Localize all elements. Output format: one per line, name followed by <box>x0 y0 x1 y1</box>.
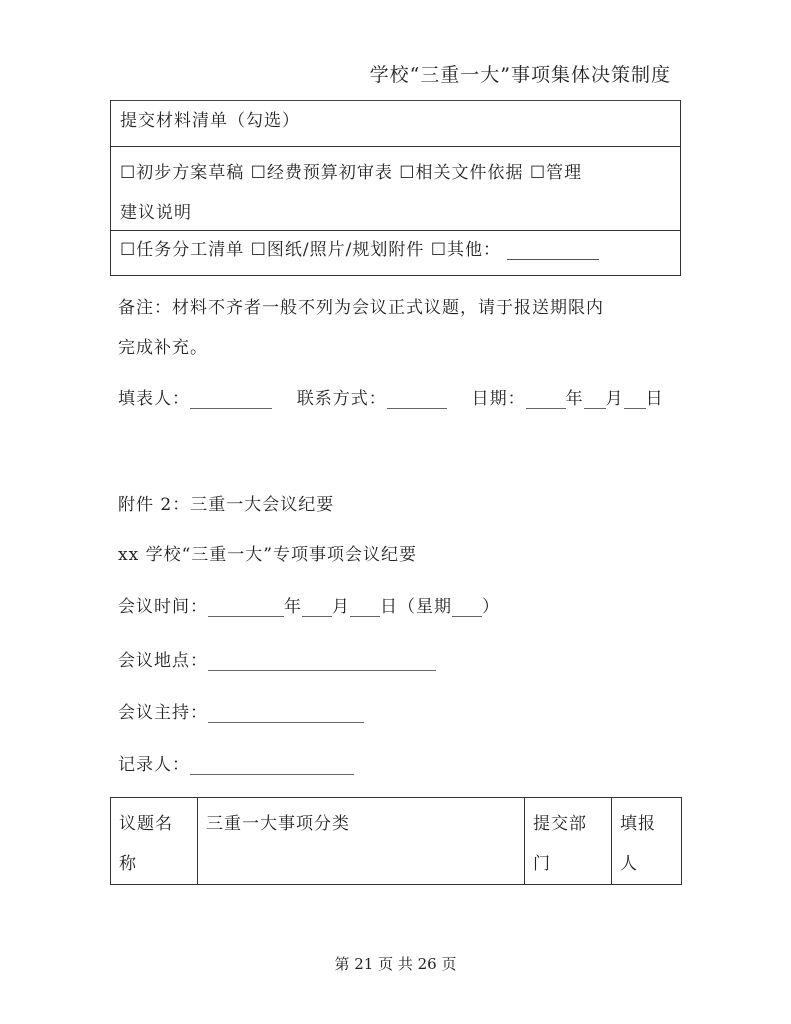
meeting-weekday-blank[interactable] <box>452 600 482 617</box>
meeting-day-blank[interactable] <box>350 600 380 617</box>
meeting-host-blank[interactable] <box>208 706 364 723</box>
col-submitting-dept <box>525 798 612 885</box>
month-blank[interactable] <box>584 392 606 409</box>
page-footer: 第 21 页 共 26 页 <box>334 955 457 973</box>
meeting-place-label: 会议地点： <box>118 651 208 671</box>
meeting-place-line <box>118 646 436 671</box>
table-row <box>111 798 682 885</box>
minutes-table <box>110 797 682 885</box>
col-category <box>198 798 525 885</box>
meeting-month-label: 月 <box>332 597 350 617</box>
meeting-year-blank[interactable] <box>208 600 284 617</box>
meeting-day-label: 日（星期 <box>380 597 452 617</box>
materials-row-1 <box>111 146 680 230</box>
meeting-host-line <box>118 698 364 723</box>
month-label: 月 <box>605 389 624 409</box>
col-topic-name <box>111 798 198 885</box>
col-topic-name-line-2: 称 <box>119 854 137 874</box>
materials-row-1-line-2: 建议说明 <box>120 203 192 223</box>
col-dept-line-1: 提交部 <box>533 814 587 834</box>
year-blank[interactable] <box>526 392 566 409</box>
filler-label: 填表人： <box>118 389 190 409</box>
minutes-title: xx 学校“三重一大”专项事项会议纪要 <box>118 545 417 565</box>
meeting-close-paren: ） <box>482 597 500 617</box>
materials-checklist-box <box>110 100 681 276</box>
page-header-title: 学校“三重一大”事项集体决策制度 <box>369 64 671 86</box>
materials-row-2-text: ☐任务分工清单 ☐图纸/照片/规划附件 ☐其他： <box>120 240 501 260</box>
note-line-2: 完成补充。 <box>118 338 208 358</box>
meeting-month-blank[interactable] <box>302 600 332 617</box>
note-line-1: 备注：材料不齐者一般不列为会议正式议题，请于报送期限内 <box>118 298 604 318</box>
col-reporter-line-2: 人 <box>620 854 638 874</box>
col-topic-name-line-1: 议题名 <box>119 814 173 834</box>
meeting-place-blank[interactable] <box>208 654 436 671</box>
col-reporter-line-1: 填报 <box>620 814 656 834</box>
date-label: 日期： <box>471 389 526 409</box>
recorder-line <box>118 750 354 775</box>
col-dept-line-2: 门 <box>533 854 551 874</box>
other-blank[interactable] <box>507 245 599 260</box>
recorder-blank[interactable] <box>190 758 354 775</box>
materials-row-1-line-1: ☐初步方案草稿 ☐经费预算初审表 ☐相关文件依据 ☐管理 <box>120 163 583 183</box>
meeting-host-label: 会议主持： <box>118 703 208 723</box>
materials-row-2 <box>111 230 680 276</box>
materials-heading: 提交材料清单（勾选） <box>120 111 300 131</box>
meeting-time-label: 会议时间： <box>118 597 208 617</box>
attachment-title: 附件 2：三重一大会议纪要 <box>118 495 335 515</box>
recorder-label: 记录人： <box>118 755 190 775</box>
form-fill-line <box>118 384 664 409</box>
year-label: 年 <box>565 389 584 409</box>
day-label: 日 <box>645 389 664 409</box>
meeting-time-line <box>118 592 500 617</box>
note-paragraph <box>118 288 678 368</box>
day-blank[interactable] <box>624 392 646 409</box>
filler-blank[interactable] <box>190 392 272 409</box>
meeting-year-label: 年 <box>284 597 302 617</box>
col-reporter <box>612 798 682 885</box>
contact-label: 联系方式： <box>296 389 387 409</box>
col-category-text: 三重一大事项分类 <box>206 814 350 834</box>
contact-blank[interactable] <box>387 392 447 409</box>
